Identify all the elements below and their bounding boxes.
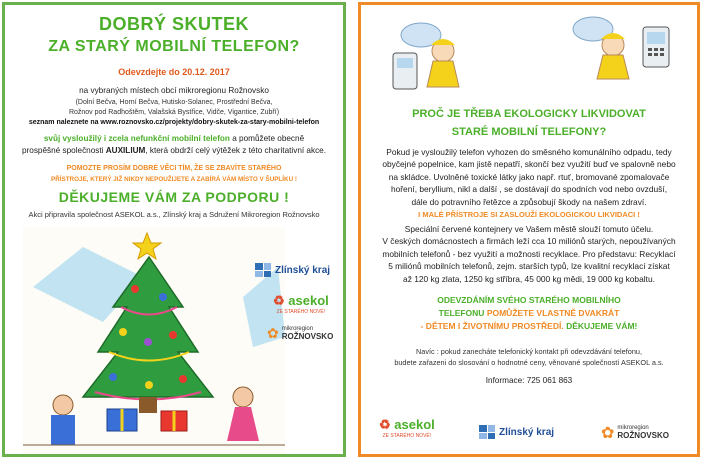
body-line: dále do potravního řetězce a způsobují škody na našem zdraví. [411,196,647,207]
right-poster [358,2,700,457]
places-intro: na vybraných místech obcí mikroregionu Rožnovsko [79,86,269,95]
body-line: Pokud je vysloužilý telefon vyhozen do směsného komunálního odpadu, tedy [386,147,672,157]
para-line-1 [5,133,343,144]
body-paragraph-2 [361,223,697,285]
para-l2c: , která obdrží celý výtěžek z této charitativní akce. [145,146,326,155]
left-poster [2,2,346,457]
zlinsky-kraj-logo-right [479,425,554,439]
body-line: obyčejné popelnice, kam jistě nepatří, skončí bez využití buď ve spalovně nebo [382,159,676,170]
cta-l3a: - DĚTEM I ŽIVOTNÍMU PROSTŘEDÍ. [420,321,564,331]
note-line-2: budete zařazeni do slosování o hodnotné ceny, věnované společností ASEKOL a.s. [394,358,664,367]
recycle-icon: ♻ [379,417,391,432]
body2-line: V českých domácnostech a firmách leží cca 10 miliónů starých, nepoužívaných [382,236,676,247]
body2-line: mobilních telefonů - bez využití a možnosti recyklace. Pro představu: Recyklací [382,248,676,259]
mikroregion-small-right: mikroregion [617,425,649,431]
body2-line: až 120 kg zlata, 1250 kg stříbra, 45 000 kg mědi, 19 000 kg kobaltu. [403,273,655,284]
zlinsky-kraj-text: Zlínský kraj [275,264,331,276]
body-paragraph-1 [361,146,697,208]
help-line-1: POMOZTE PROSÍM DOBRÉ VĚCI TÍM, ŽE SE ZBAVÍTE STARÉHO [66,165,282,172]
mikroregion-mark-icon: ✿ [601,425,615,442]
asekol-name [273,293,329,309]
places-link[interactable]: seznam naleznete na www.roznovsko.cz/projekty/dobry-skutek-za-stary-mobilni-telefon [28,119,320,126]
para-highlight: svůj vysloužilý i zcela nefunkční mobilní telefon [43,134,230,143]
asekol-logo-right [379,417,435,439]
para-l2a: prospěšné společnosti [22,146,106,155]
zlinsky-kraj-logo [255,263,330,277]
body-line: hoření, beryllium, nikl a další , se dostávají do spodních vod nebo ovzduší, [390,184,668,195]
body2-line: Speciální červené kontejnery ve Vašem městě slouží tomuto účelu. [404,224,654,234]
body-line: na skládce. Uvolněné toxické látky jako např. rtuť, bromované zpomalovače [388,171,670,182]
mikroregion-mark-icon: ✿ [267,325,279,341]
places-line-1: (Dolní Bečva, Horní Bečva, Hutisko-Solanec, Prostřední Bečva, [75,99,273,106]
thanks-heading: DĚKUJEME VÁM ZA PODPORU ! [58,189,290,205]
note-line-1: Navíc : pokud zanecháte telefonický kontakt při odevzdávání telefonu, [416,347,642,356]
para-rest: a pomůžete obecně [229,134,305,143]
cta-l3b: DĚKUJEME VÁM! [563,321,638,331]
cta-line-1: ODEVZDÁNÍM SVÉHO STARÉHO MOBILNÍHO [437,295,621,305]
right-title-2: STARÉ MOBILNÍ TELEFONY? [451,126,607,138]
zlinsky-kraj-mark-icon [255,263,271,277]
mikroregion-logo [267,325,333,342]
christmas-tree-drawing [23,227,285,457]
cta-line-2 [361,308,697,318]
asekol-logo [273,293,329,315]
left-title-2: ZA STARÝ MOBILNÍ TELEFON? [48,38,300,55]
auxilium-name: AUXILIUM [105,146,146,155]
deadline: Odevzdejte do 20.12. 2017 [118,67,230,77]
asekol-slogan-right: ZE STARÉHO NOVÉ! [382,433,432,439]
info-phone: Informace: 725 061 863 [485,376,573,385]
zlinsky-kraj-text-right: Zlínský kraj [499,426,555,438]
body2-line: 5 miliónů mobilních telefonů, zejm. starších typů, lze kvalitní recyklací získat [388,261,670,272]
recycle-icon: ♻ [273,293,285,308]
para-line-2 [5,145,343,156]
help-line-2: PŘÍSTROJE, KTERÝ JIŽ NIKDY NEPOUŽIJETE A ZABÍRÁ VÁM MÍSTO V ŠUPLÍKU ! [51,176,297,183]
left-title-1: DOBRÝ SKUTEK [98,14,249,34]
mikroregion-small: mikroregion [281,325,314,332]
asekol-text: asekol [288,293,329,308]
asekol-text-right: asekol [394,417,435,432]
mikroregion-big-right: ROŽNOVSKO [617,431,669,440]
angels-illustration [373,13,693,97]
places-line-2: Rožnov pod Radhoštěm, Valašská Bystřice, Vidče, Vigantice, Zubří) [68,109,280,116]
warning-line: I MALÉ PŘÍSTROJE SI ZASLOUŽÍ EKOLOGICKOU LIKVIDACI ! [418,210,640,219]
organizers: Akci připravila společnost ASEKOL a.s., Zlínský kraj a Sdružení Mikroregion Rožnovsko [28,210,320,219]
cta-l2a: TELEFONU [438,308,487,318]
zlinsky-kraj-mark-icon [479,425,495,439]
right-title-1: PROČ JE TŘEBA EKOLOGICKY LIKVIDOVAT [412,108,646,120]
cta-l2b: POMŮŽETE VLASTNĚ DVAKRÁT [486,308,620,318]
mikroregion-logo-right [601,423,669,443]
mikroregion-big: ROŽNOVSKO [281,331,334,341]
cta-line-3 [361,321,697,331]
asekol-slogan: ZE STARÉHO NOVÉ! [276,309,326,315]
